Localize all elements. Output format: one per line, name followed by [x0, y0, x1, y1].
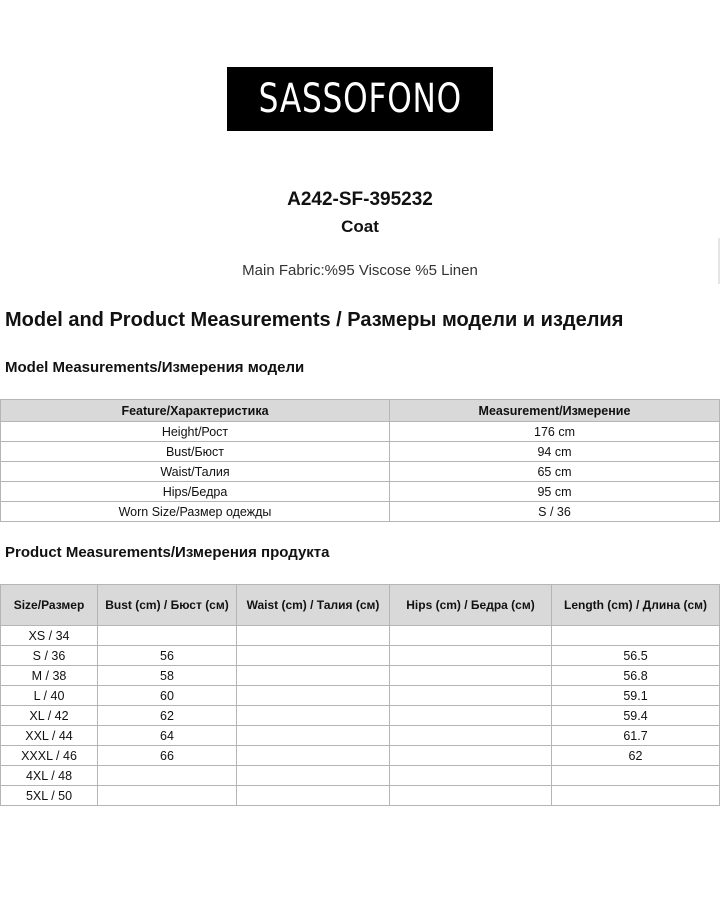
table-row [1, 746, 720, 766]
table-cell [237, 666, 390, 686]
table-cell: 60 [98, 686, 237, 706]
table-cell [237, 786, 390, 806]
product-sku: A242-SF-395232 [287, 189, 433, 210]
table-cell: 66 [98, 746, 237, 766]
table-cell: XL / 42 [1, 706, 98, 726]
table-cell [552, 766, 720, 786]
table-cell [390, 766, 552, 786]
table-cell: 56.5 [552, 646, 720, 666]
table-cell [390, 686, 552, 706]
table-cell: 64 [98, 726, 237, 746]
table-row [1, 666, 720, 686]
table-cell: 59.4 [552, 706, 720, 726]
column-header: Size/Размер [1, 585, 98, 626]
table-cell [390, 706, 552, 726]
column-header: Feature/Характеристика [1, 400, 390, 422]
table-cell: 62 [552, 746, 720, 766]
table-cell: 56 [98, 646, 237, 666]
table-cell: Height/Рост [1, 422, 390, 442]
table-cell [237, 746, 390, 766]
table-cell: 95 cm [390, 482, 720, 502]
table-row [1, 786, 720, 806]
table-cell: 4XL / 48 [1, 766, 98, 786]
table-cell: Worn Size/Размер одежды [1, 502, 390, 522]
column-header: Hips (cm) / Бедра (см) [390, 585, 552, 626]
table-cell [237, 626, 390, 646]
product-type: Coat [341, 217, 379, 236]
table-cell [98, 766, 237, 786]
table-cell [98, 786, 237, 806]
table-cell [237, 646, 390, 666]
table-cell: XS / 34 [1, 626, 98, 646]
table-cell: L / 40 [1, 686, 98, 706]
table-cell: 58 [98, 666, 237, 686]
table-cell [390, 726, 552, 746]
brand-logo [227, 67, 493, 131]
table-cell [390, 626, 552, 646]
table-row [1, 726, 720, 746]
table-cell: 61.7 [552, 726, 720, 746]
product-heading: Product Measurements/Измерения продукта [5, 544, 330, 561]
table-cell: S / 36 [1, 646, 98, 666]
table-cell: 62 [98, 706, 237, 726]
table-cell: 176 cm [390, 422, 720, 442]
table-cell: XXXL / 46 [1, 746, 98, 766]
table-cell [390, 646, 552, 666]
table-header-row [1, 400, 720, 422]
table-row [1, 766, 720, 786]
table-cell [237, 706, 390, 726]
table-cell [390, 786, 552, 806]
table-cell [237, 726, 390, 746]
table-cell: 56.8 [552, 666, 720, 686]
table-cell: Bust/Бюст [1, 442, 390, 462]
table-row [1, 706, 720, 726]
column-header: Bust (cm) / Бюст (см) [98, 585, 237, 626]
table-cell [552, 786, 720, 806]
table-cell [237, 686, 390, 706]
table-cell: M / 38 [1, 666, 98, 686]
table-row [1, 422, 720, 442]
column-header: Waist (cm) / Талия (см) [237, 585, 390, 626]
table-cell [390, 746, 552, 766]
table-cell: 5XL / 50 [1, 786, 98, 806]
table-header-row [1, 585, 720, 626]
table-row [1, 442, 720, 462]
table-row [1, 686, 720, 706]
table-cell: Hips/Бедра [1, 482, 390, 502]
product-fabric: Main Fabric:%95 Viscose %5 Linen [242, 262, 478, 279]
table-row [1, 482, 720, 502]
table-cell: XXL / 44 [1, 726, 98, 746]
model-measurements-table [0, 399, 720, 522]
table-row [1, 646, 720, 666]
table-row [1, 626, 720, 646]
table-cell: Waist/Талия [1, 462, 390, 482]
brand-logo-text: SASSOFONO [258, 76, 462, 122]
table-cell: 59.1 [552, 686, 720, 706]
table-cell: 94 cm [390, 442, 720, 462]
table-cell: S / 36 [390, 502, 720, 522]
table-cell [390, 666, 552, 686]
table-row [1, 502, 720, 522]
product-measurements-table [0, 584, 720, 806]
main-heading: Model and Product Measurements / Размеры модели и изделия [5, 309, 624, 331]
table-cell [552, 626, 720, 646]
column-header: Measurement/Измерение [390, 400, 720, 422]
table-cell [98, 626, 237, 646]
table-cell [237, 766, 390, 786]
model-heading: Model Measurements/Измерения модели [5, 359, 305, 376]
table-row [1, 462, 720, 482]
column-header: Length (cm) / Длина (см) [552, 585, 720, 626]
table-cell: 65 cm [390, 462, 720, 482]
